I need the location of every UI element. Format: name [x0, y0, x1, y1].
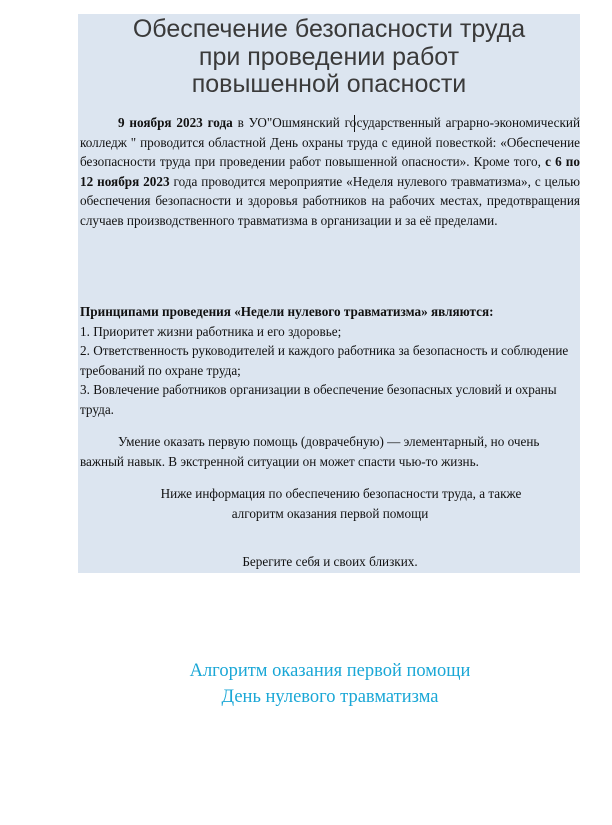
algorithm-heading: [80, 658, 580, 710]
intro-paragraph: [80, 113, 580, 231]
intro-text-1: в УО"Ошмянский государственный аграрно-экономический колледж " проводится областной День охраны труда с единой повесткой: «Обеспечение безопасности труда при проведении работ повышенной опасности». Кроме того,: [80, 115, 580, 170]
title-line-3: повышенной опасности: [191, 70, 467, 98]
week-period: с 6 по 12 ноября 2023: [80, 154, 580, 189]
algorithm-line-2: День нулевого травматизма: [221, 687, 439, 707]
principle-item: 1. Приоритет жизни работника и его здоровье;: [80, 323, 342, 339]
event-date: 9 ноября 2023 года: [118, 115, 233, 130]
intro-text-2: года проводится мероприятие «Неделя нулевого травматизма», с целью обеспечения безопасности и здоровья работников на рабочих местах, предотвращения случаев производственного травматизма в организации и за её пределами.: [80, 173, 580, 228]
care-line: Берегите себя и своих близких.: [242, 554, 418, 569]
info-line-2: алгоритм оказания первой помощи: [231, 505, 429, 521]
page-title: [78, 16, 580, 99]
principles-heading: Принципами проведения «Недели нулевого травматизма» являются:: [80, 304, 494, 319]
title-line-1: Обеспечение безопасности труда: [132, 15, 526, 43]
principle-item: 2. Ответственность руководителей и каждого работника за безопасность и соблюдение требований по охране труда;: [80, 343, 569, 378]
first-aid-text: Умение оказать первую помощь (доврачебную) — элементарный, но очень важный навык. В экстренной ситуации он может спасти чью-то жизнь.: [80, 434, 540, 469]
title-line-2: при проведении работ: [198, 42, 460, 71]
first-aid-paragraph: [80, 432, 580, 471]
info-line-1: Ниже информация по обеспечению безопасности труда, а также: [160, 486, 522, 501]
principles-section: [80, 302, 580, 420]
info-note: [80, 484, 580, 523]
principle-item: 3. Вовлечение работников организации в обеспечение безопасных условий и охраны труда.: [80, 382, 557, 417]
algorithm-line-1: Алгоритм оказания первой помощи: [189, 661, 471, 681]
